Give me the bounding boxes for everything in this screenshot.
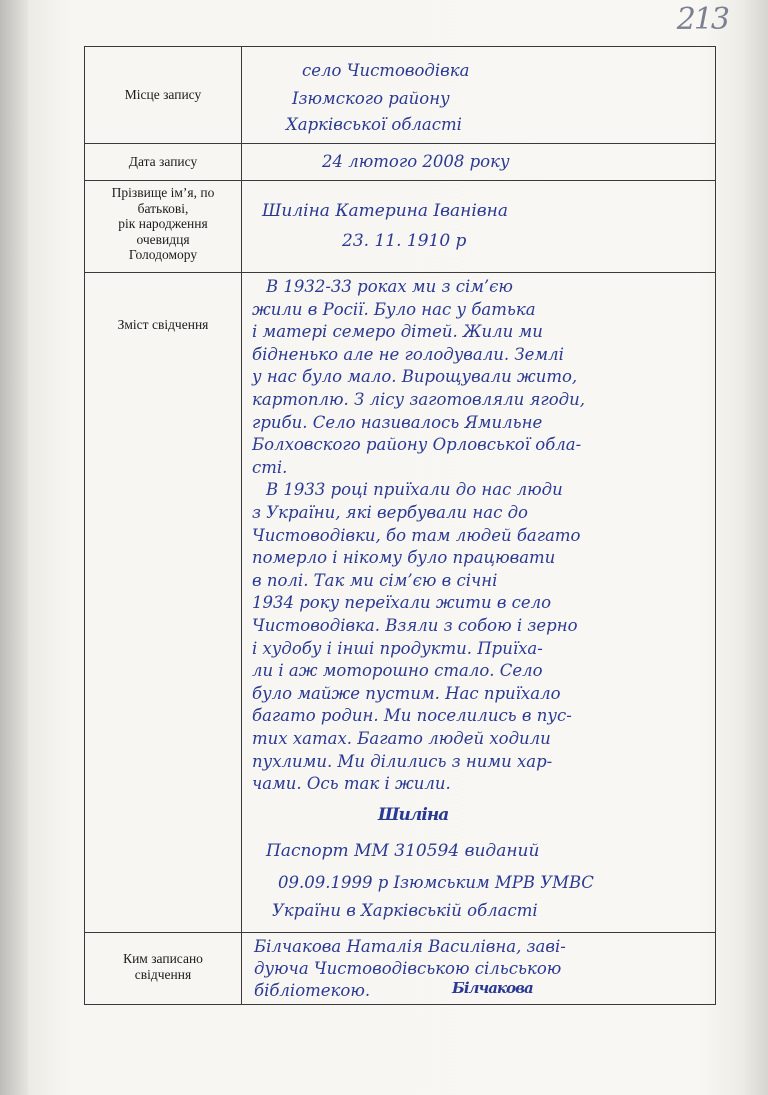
testimony-line: 1934 року переїхали жити в село (252, 593, 552, 613)
label-witness-1: Прізвище ім’я, по (111, 185, 215, 200)
label-witness-cell (85, 181, 242, 273)
testimony-line: і худобу і інші продукти. Приїха- (252, 638, 543, 658)
testimony-line: В 1932-33 роках ми з сім’єю (266, 277, 513, 296)
label-date: Дата запису (128, 154, 198, 170)
testimony-line: було майже пустим. Нас приїхало (252, 683, 561, 703)
row-place (85, 47, 716, 144)
row-witness (85, 181, 716, 273)
testimony-line: бідненько але не голодували. Землі (252, 344, 564, 364)
value-witness-cell (242, 181, 716, 273)
witness-name: Шиліна Катерина Іванівна (262, 201, 508, 221)
label-testimony-cell (85, 273, 242, 933)
value-date-cell (242, 144, 716, 181)
passport-line-2: 09.09.1999 р Ізюмським МРВ УМВС (278, 873, 594, 892)
label-recorder-cell (85, 933, 242, 1005)
witness-birthdate: 23. 11. 1910 р (342, 231, 467, 251)
passport-line-3: України в Харківській області (272, 901, 538, 920)
label-date-cell (85, 144, 242, 181)
recorder-signature: Білчакова (452, 979, 533, 997)
testimony-line: тих хатах. Багато людей ходили (252, 729, 551, 748)
label-recorder-2: свідчення (134, 966, 192, 982)
testimony-line: померло і нікому було працювати (252, 548, 556, 568)
row-date (85, 144, 716, 181)
testimony-line: в полі. Так ми сім’єю в січні (252, 570, 498, 590)
testimony-line: Болховского району Орловської обла- (252, 435, 582, 455)
testimony-line: В 1933 році приїхали до нас люди (266, 480, 563, 500)
place-line-2: Ізюмского району (292, 89, 450, 108)
label-recorder-1: Ким записано (123, 951, 203, 966)
testimony-line: гриби. Село називалось Ямильне (252, 412, 543, 432)
label-testimony: Зміст свідчення (117, 317, 209, 332)
value-testimony-cell (242, 273, 716, 933)
testimony-line: у нас було мало. Вирощували жито, (252, 367, 578, 387)
testimony-line: чами. Ось так і жили. (252, 774, 451, 794)
place-line-1: село Чистоводівка (302, 61, 470, 80)
label-place: Місце запису (124, 87, 202, 103)
recorder-line-3: бібліотекою. (254, 981, 371, 1000)
label-witness-5: Голодомору (128, 247, 198, 263)
place-line-3: Харківської області (286, 115, 462, 134)
passport-line-1: Паспорт ММ 310594 виданий (266, 841, 540, 861)
recorder-line-1: Білчакова Наталія Василівна, заві- (254, 937, 566, 956)
testimony-line: з України, які вербували нас до (252, 503, 528, 522)
testimony-line: багато родин. Ми поселились в пус- (252, 706, 572, 726)
page-number: 213 (676, 2, 728, 37)
row-testimony (85, 273, 716, 933)
testimony-line: пухлими. Ми ділились з ними хар- (252, 751, 553, 771)
label-witness-4: очевидця (136, 231, 190, 247)
witness-signature: Шиліна (378, 805, 449, 825)
testimony-line: жили в Росії. Було нас у батька (252, 299, 536, 319)
testimony-line: сті. (252, 457, 288, 477)
binding-edge (0, 0, 28, 1095)
testimony-line: картоплю. З лісу заготовляли ягоди, (252, 390, 585, 409)
testimony-line: і матері семеро дітей. Жили ми (252, 322, 543, 342)
label-witness-2: батькові, (137, 200, 189, 216)
value-recorder-cell (242, 933, 716, 1005)
testimony-line: Чистоводівка. Взяли з собою і зерно (252, 616, 578, 635)
label-place-cell (85, 47, 242, 144)
row-recorder (85, 933, 716, 1005)
value-place-cell (242, 47, 716, 144)
testimony-line: Чистоводівки, бо там людей багато (252, 525, 581, 545)
label-witness-3: рік народження (118, 216, 208, 232)
testimony-form (84, 46, 716, 1005)
recorder-line-2: дуюча Чистоводівською сільською (254, 959, 562, 978)
date-value: 24 лютого 2008 року (322, 152, 510, 171)
testimony-line: ли і аж моторошно стало. Село (252, 661, 543, 681)
